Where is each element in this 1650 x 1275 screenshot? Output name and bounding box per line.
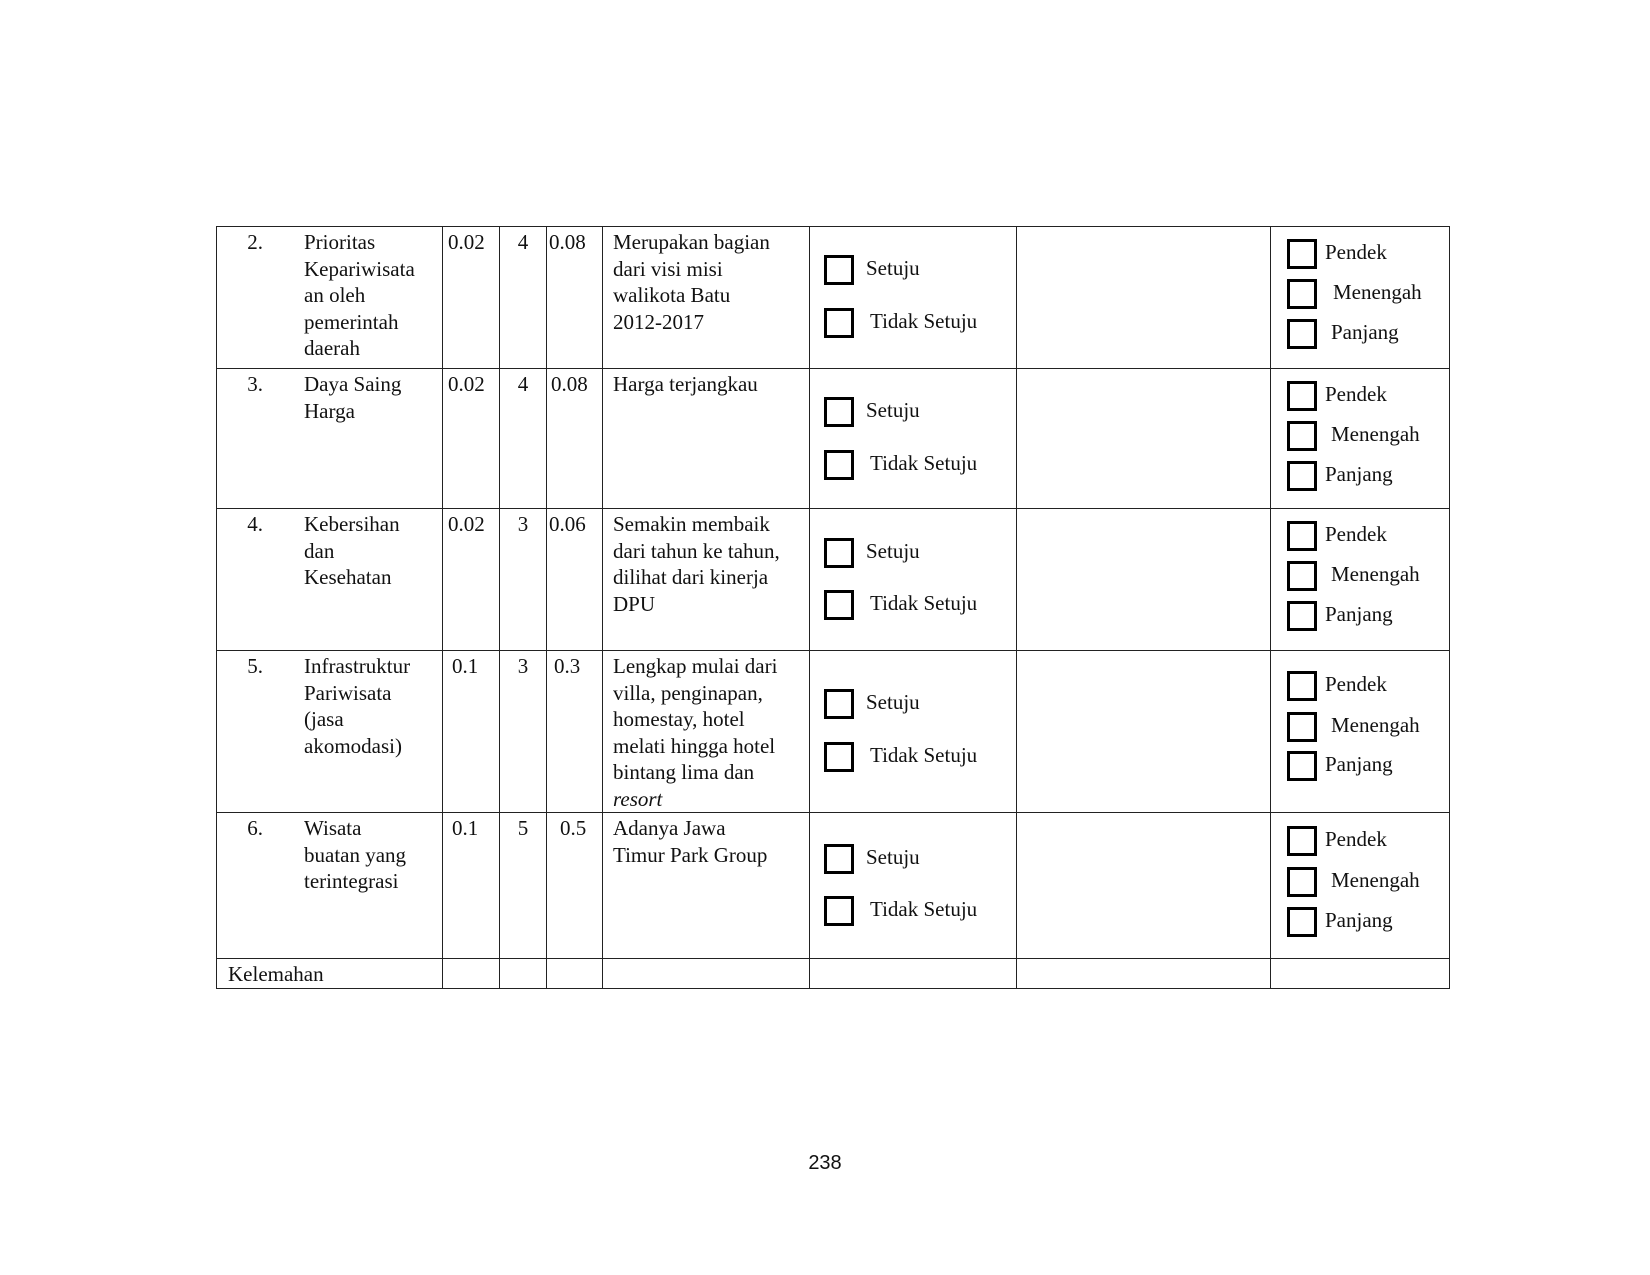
disagree-label: Tidak Setuju: [870, 451, 978, 475]
agree-option[interactable]: [824, 397, 920, 427]
term-cell: [1271, 227, 1450, 369]
empty-cell: [1017, 651, 1271, 813]
medium-term-label: Menengah: [1331, 713, 1420, 737]
disagree-label: Tidak Setuju: [870, 591, 978, 615]
short-term-checkbox[interactable]: [1287, 671, 1317, 701]
medium-term-option[interactable]: [1287, 421, 1420, 451]
row-number: 6.: [247, 816, 263, 840]
long-term-label: Panjang: [1325, 908, 1393, 932]
short-term-option[interactable]: [1287, 381, 1387, 411]
score-cell: 0.08: [547, 227, 603, 369]
agreement-cell: [810, 651, 1017, 813]
row-number: 4.: [247, 512, 263, 536]
medium-term-checkbox[interactable]: [1287, 867, 1317, 897]
medium-term-option[interactable]: [1287, 712, 1420, 742]
medium-term-label: Menengah: [1331, 422, 1420, 446]
factor-cell: [217, 369, 443, 509]
agreement-cell: [810, 813, 1017, 959]
empty-cell: [1017, 509, 1271, 651]
score-cell: 0.3: [547, 651, 603, 813]
agree-label: Setuju: [866, 690, 920, 714]
score-cell: 0.08: [547, 369, 603, 509]
short-term-option[interactable]: [1287, 239, 1387, 269]
medium-term-checkbox[interactable]: [1287, 561, 1317, 591]
term-cell: [1271, 813, 1450, 959]
factor-name: Wisata buatan yang terintegrasi: [304, 816, 407, 893]
short-term-checkbox[interactable]: [1287, 381, 1317, 411]
disagree-label: Tidak Setuju: [870, 897, 978, 921]
swot-table: [216, 226, 1450, 989]
long-term-option[interactable]: [1287, 461, 1393, 491]
agree-label: Setuju: [866, 539, 920, 563]
factor-name: Prioritas Kepariwisata an oleh pemerintah daerah: [304, 230, 415, 360]
page-number: 238: [808, 1152, 842, 1174]
medium-term-option[interactable]: [1287, 279, 1422, 309]
row-number: 5.: [247, 654, 263, 678]
empty-cell: [1017, 369, 1271, 509]
factor-cell: [217, 227, 443, 369]
agreement-cell: [810, 369, 1017, 509]
factor-cell: [217, 651, 443, 813]
disagree-checkbox[interactable]: [824, 742, 854, 772]
agree-checkbox[interactable]: [824, 397, 854, 427]
description-cell: Semakin membaik dari tahun ke tahun, dilihat dari kinerja DPU: [603, 509, 810, 651]
short-term-checkbox[interactable]: [1287, 239, 1317, 269]
factor-name: Daya Saing Harga: [304, 372, 402, 423]
agree-checkbox[interactable]: [824, 538, 854, 568]
long-term-checkbox[interactable]: [1287, 461, 1317, 491]
term-cell: [1271, 369, 1450, 509]
disagree-option[interactable]: [824, 742, 978, 772]
factor-name: Kebersihan dan Kesehatan: [304, 512, 400, 589]
disagree-option[interactable]: [824, 590, 978, 620]
short-term-label: Pendek: [1325, 827, 1387, 851]
weight-cell: 0.1: [443, 813, 500, 959]
empty-cell: [1017, 813, 1271, 959]
agree-label: Setuju: [866, 845, 920, 869]
table-row: [217, 813, 1450, 959]
rating-cell: 3: [500, 651, 547, 813]
long-term-checkbox[interactable]: [1287, 601, 1317, 631]
table-row: [217, 509, 1450, 651]
weight-cell: 0.02: [443, 369, 500, 509]
factor-cell: [217, 813, 443, 959]
description-cell: Adanya Jawa Timur Park Group: [603, 813, 810, 959]
long-term-option[interactable]: [1287, 907, 1393, 937]
long-term-label: Panjang: [1331, 320, 1399, 344]
empty-cell: [500, 959, 547, 989]
long-term-checkbox[interactable]: [1287, 319, 1317, 349]
row-number: 2.: [247, 230, 263, 254]
agree-label: Setuju: [866, 256, 920, 280]
table-row: [217, 369, 1450, 509]
disagree-checkbox[interactable]: [824, 896, 854, 926]
empty-cell: [1271, 959, 1450, 989]
long-term-label: Panjang: [1325, 462, 1393, 486]
short-term-option[interactable]: [1287, 521, 1387, 551]
short-term-label: Pendek: [1325, 382, 1387, 406]
disagree-option[interactable]: [824, 308, 978, 338]
short-term-option[interactable]: [1287, 671, 1387, 701]
medium-term-label: Menengah: [1331, 868, 1420, 892]
long-term-checkbox[interactable]: [1287, 907, 1317, 937]
empty-cell: [810, 959, 1017, 989]
agree-checkbox[interactable]: [824, 689, 854, 719]
medium-term-option[interactable]: [1287, 561, 1420, 591]
medium-term-label: Menengah: [1331, 562, 1420, 586]
factor-cell: [217, 509, 443, 651]
disagree-checkbox[interactable]: [824, 590, 854, 620]
long-term-label: Panjang: [1325, 602, 1393, 626]
agree-option[interactable]: [824, 538, 920, 568]
agree-option[interactable]: [824, 689, 920, 719]
description-cell: Merupakan bagian dari visi misi walikota Batu 2012-2017: [603, 227, 810, 369]
table-row: [217, 227, 1450, 369]
agree-checkbox[interactable]: [824, 844, 854, 874]
score-cell: 0.06: [547, 509, 603, 651]
empty-cell: [1017, 959, 1271, 989]
short-term-label: Pendek: [1325, 522, 1387, 546]
weight-cell: 0.02: [443, 509, 500, 651]
term-cell: [1271, 509, 1450, 651]
long-term-option[interactable]: [1287, 751, 1393, 781]
short-term-label: Pendek: [1325, 240, 1387, 264]
long-term-checkbox[interactable]: [1287, 751, 1317, 781]
disagree-label: Tidak Setuju: [870, 309, 978, 333]
factor-name: Infrastruktur Pariwisata (jasa akomodasi): [304, 654, 411, 758]
disagree-checkbox[interactable]: [824, 450, 854, 480]
weight-cell: 0.02: [443, 227, 500, 369]
medium-term-option[interactable]: [1287, 867, 1420, 897]
description-cell: Lengkap mulai dari villa, penginapan, homestay, hotel melati hingga hotel bintang lima dan resort: [603, 651, 810, 813]
long-term-option[interactable]: [1287, 319, 1399, 349]
long-term-option[interactable]: [1287, 601, 1393, 631]
row-number: 3.: [247, 372, 263, 396]
empty-cell: [547, 959, 603, 989]
score-cell: 0.5: [547, 813, 603, 959]
agreement-cell: [810, 509, 1017, 651]
short-term-checkbox[interactable]: [1287, 521, 1317, 551]
empty-cell: [1017, 227, 1271, 369]
agree-checkbox[interactable]: [824, 255, 854, 285]
agree-option[interactable]: [824, 844, 920, 874]
disagree-option[interactable]: [824, 450, 978, 480]
rating-cell: 5: [500, 813, 547, 959]
rating-cell: 4: [500, 369, 547, 509]
agreement-cell: [810, 227, 1017, 369]
rating-cell: 4: [500, 227, 547, 369]
short-term-checkbox[interactable]: [1287, 826, 1317, 856]
disagree-option[interactable]: [824, 896, 978, 926]
description-cell: Harga terjangkau: [603, 369, 810, 509]
weight-cell: 0.1: [443, 651, 500, 813]
term-cell: [1271, 651, 1450, 813]
section-label: Kelemahan: [217, 959, 443, 989]
agree-option[interactable]: [824, 255, 920, 285]
section-row: [217, 959, 1450, 989]
medium-term-checkbox[interactable]: [1287, 279, 1317, 309]
medium-term-label: Menengah: [1333, 280, 1422, 304]
empty-cell: [443, 959, 500, 989]
long-term-label: Panjang: [1325, 752, 1393, 776]
empty-cell: [603, 959, 810, 989]
table-row: [217, 651, 1450, 813]
medium-term-checkbox[interactable]: [1287, 421, 1317, 451]
short-term-option[interactable]: [1287, 826, 1387, 856]
medium-term-checkbox[interactable]: [1287, 712, 1317, 742]
agree-label: Setuju: [866, 398, 920, 422]
disagree-label: Tidak Setuju: [870, 743, 978, 767]
disagree-checkbox[interactable]: [824, 308, 854, 338]
short-term-label: Pendek: [1325, 672, 1387, 696]
rating-cell: 3: [500, 509, 547, 651]
